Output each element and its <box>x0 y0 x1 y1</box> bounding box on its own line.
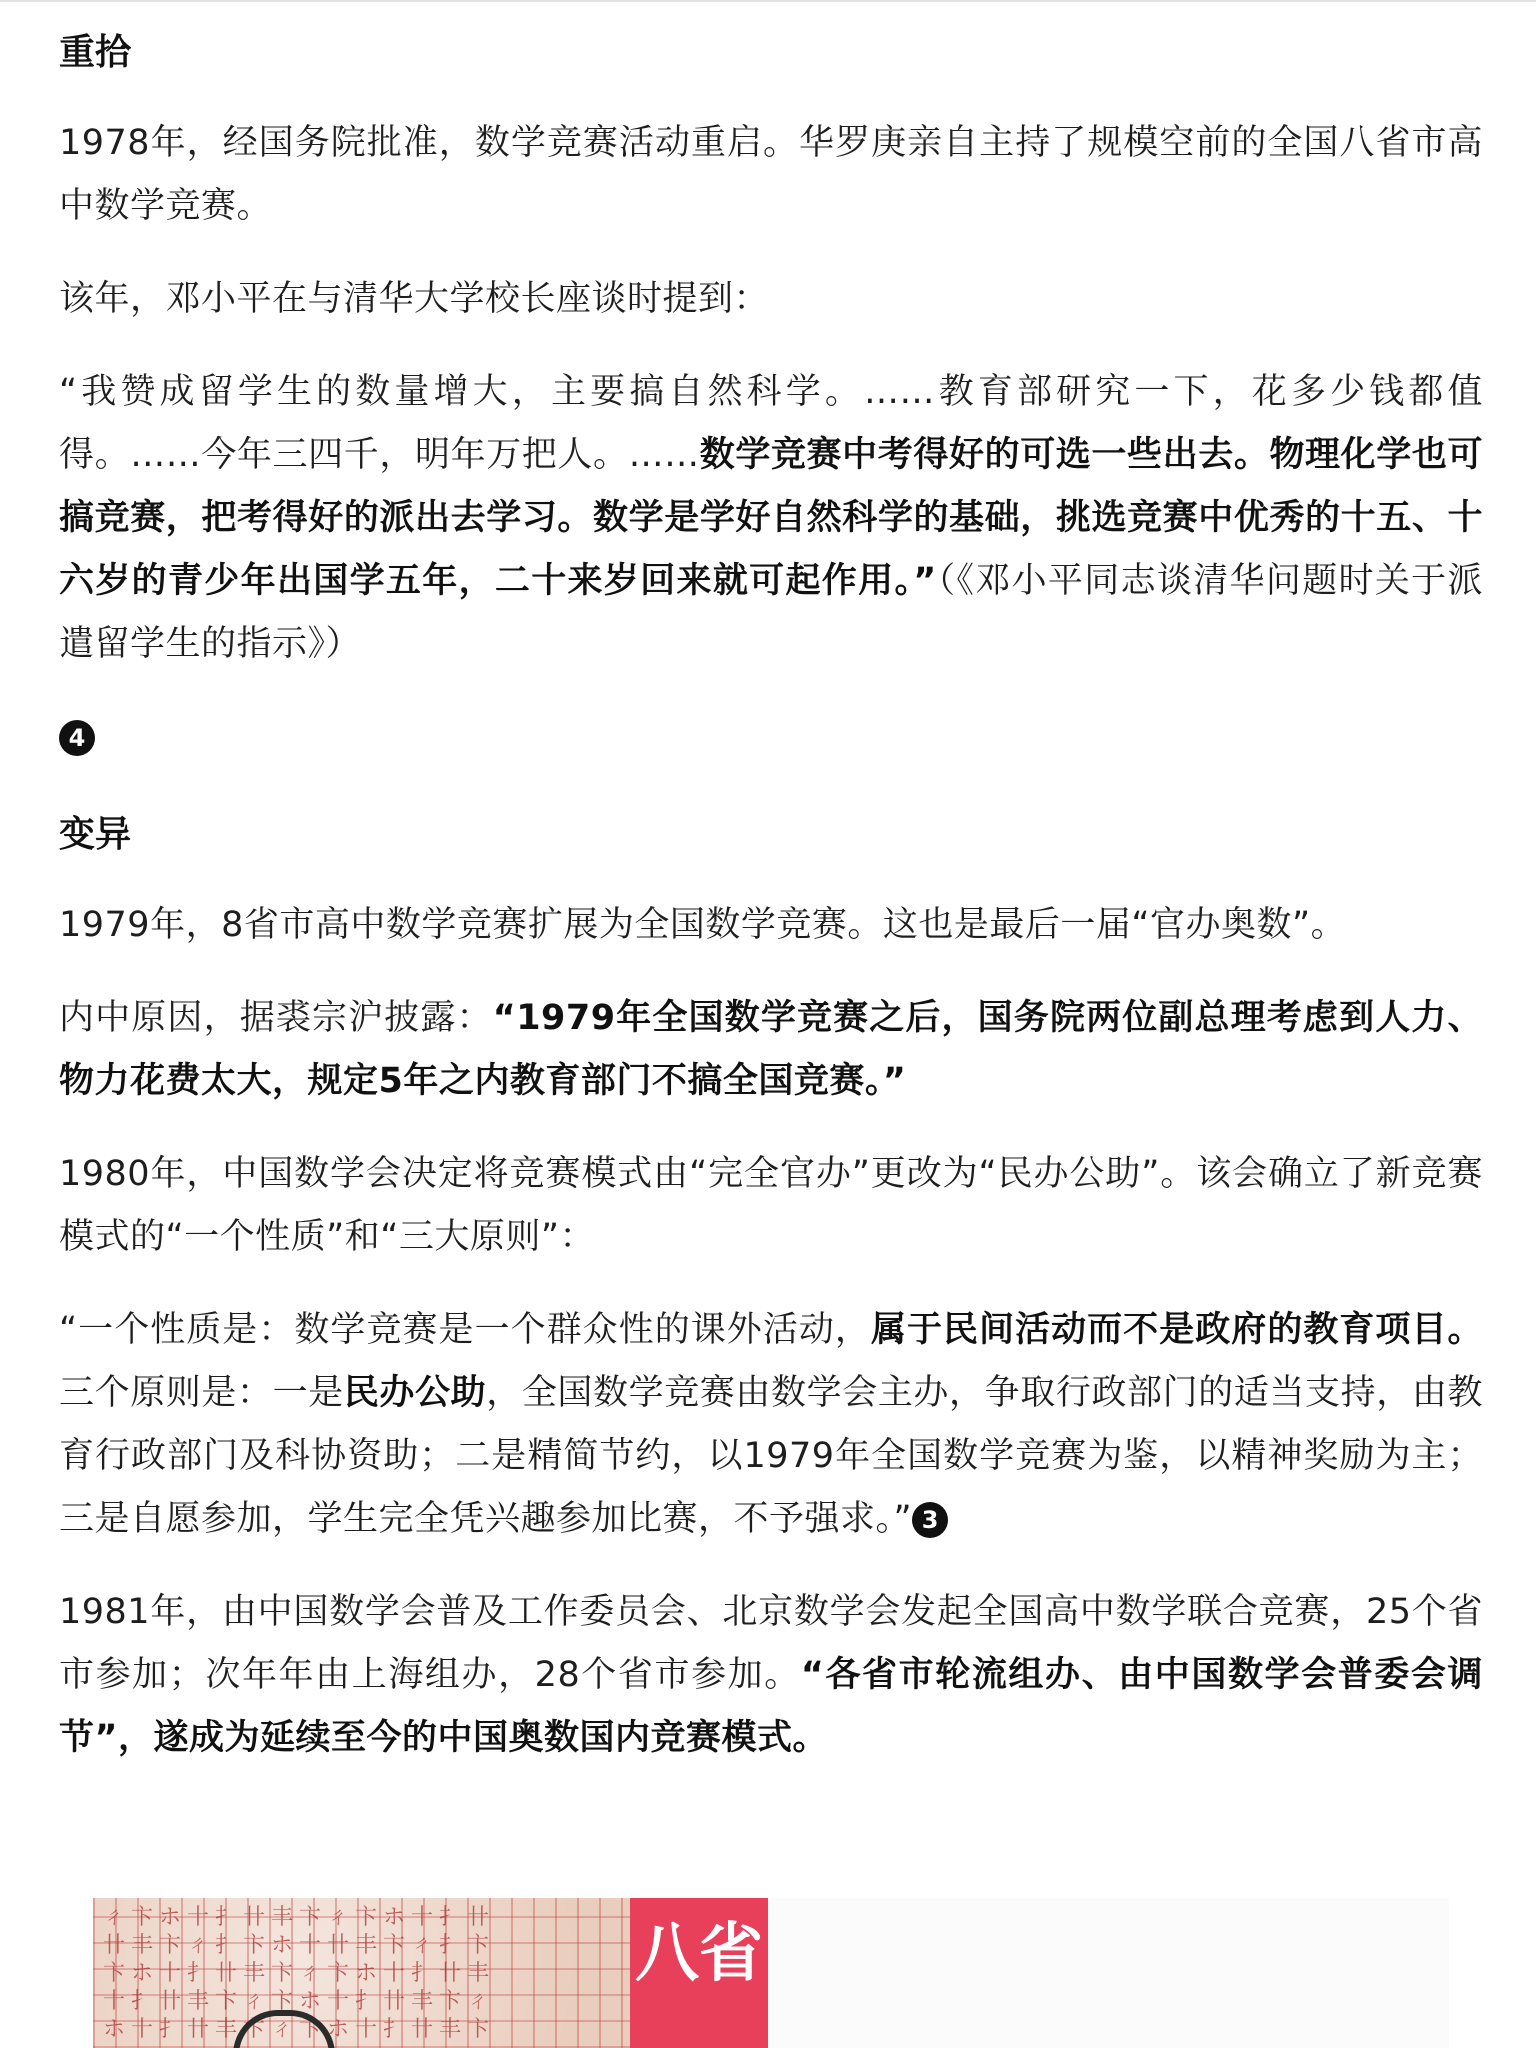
paragraph-deng-intro: 该年，邓小平在与清华大学校长座谈时提到： <box>59 279 770 319</box>
article-body <box>59 22 1483 1800</box>
circled-number-3-icon: 3 <box>912 1502 948 1538</box>
quote-bold-text: 数学竞赛中考得好的可选一些出去。物理化学也可搞竞赛，把考得好的派出去学习。数学是学好自然科学的基础，挑选竞赛中优秀的十五、十六岁的青少年出国学五年，二十来岁回来就可起作用。” <box>59 435 1483 601</box>
principles-text-3: ，全国数学竞赛由数学会主办，争取行政部门的适当支持，由教育行政部门及科协资助；二是精简节约，以1979年全国数学竞赛为鉴，以精神奖励为主；三是自愿参加，学生完全凭兴趣参加比赛，不予强求。” <box>59 1373 1483 1539</box>
principles-text-2: 三个原则是：一是 <box>59 1373 344 1413</box>
paragraph-reason <box>59 987 1483 1113</box>
paragraph-1978: 1978年，经国务院批准，数学竞赛活动重启。华罗庚亲自主持了规模空前的全国八省市高中数学竞赛。 <box>59 123 1483 226</box>
paragraph-deng-quote <box>59 361 1483 676</box>
section-marker-4 <box>59 706 1483 768</box>
reason-bold-quote: “1979年全国数学竞赛之后，国务院两位副总理考虑到人力、物力花费太大，规定5年之内教育部门不搞全国竞赛。” <box>59 998 1483 1101</box>
reason-intro: 内中原因，据裘宗沪披露： <box>59 998 493 1038</box>
paragraph-1980: 1980年，中国数学会决定将竞赛模式由“完全官办”更改为“民办公助”。该会确立了新竞赛模式的“一个性质”和“三大原则”： <box>59 1154 1483 1257</box>
principles-bold-2: 民办公助 <box>343 1373 487 1413</box>
book-spine-title: 八省 <box>635 1916 763 1991</box>
top-divider <box>0 0 1536 2</box>
image-background <box>768 1898 1449 2048</box>
book-spine <box>630 1898 768 2048</box>
paragraph-1981-bold: “各省市轮流组办、由中国数学会普委会调节”，遂成为延续至今的中国奥数国内竞赛模式。 <box>59 1655 1483 1758</box>
section-heading-restart: 重拾 <box>59 32 132 73</box>
book-cover-image <box>93 1898 1449 2048</box>
paragraph-1979: 1979年，8省市高中数学竞赛扩展为全国数学竞赛。这也是最后一届“官办奥数”。 <box>59 905 1347 945</box>
principles-text-1: “一个性质是：数学竞赛是一个群众性的课外活动， <box>59 1310 871 1350</box>
paragraph-1981 <box>59 1581 1483 1770</box>
principles-bold-1: 属于民间活动而不是政府的教育项目。 <box>870 1310 1483 1350</box>
circled-number-4-icon: 4 <box>59 720 95 756</box>
section-heading-change: 变异 <box>59 814 132 855</box>
paragraph-principles <box>59 1299 1483 1551</box>
paragraph-1981-text: 1981年，由中国数学会普及工作委员会、北京数学会发起全国高中数学联合竞赛，25个省市参加；次年年由上海组办，28个省市参加。 <box>59 1592 1483 1695</box>
quote-text: “我赞成留学生的数量增大，主要搞自然科学。……教育部研究一下，花多少钱都值得。……今年三四千，明年万把人。…… <box>59 372 1483 475</box>
quote-source: （《邓小平同志谈清华问题时关于派遣留学生的指示》） <box>59 561 1483 664</box>
decorative-calligraphy-pattern: ㄔ卞ホ十扌卄丰卞ㄔ卞ホ十扌卄 卄丰卞ㄔ扌卞ホ十卄丰卞ㄔ扌卞 卞ホ十扌卄丰卞ㄔ卞ホ十扌卄丰 十扌卄丰卞ㄔ卞ホ十扌卄丰卞ㄔ ホ十扌卄丰卞ㄔ卞ホ十扌卄丰卞 <box>103 1905 496 2042</box>
